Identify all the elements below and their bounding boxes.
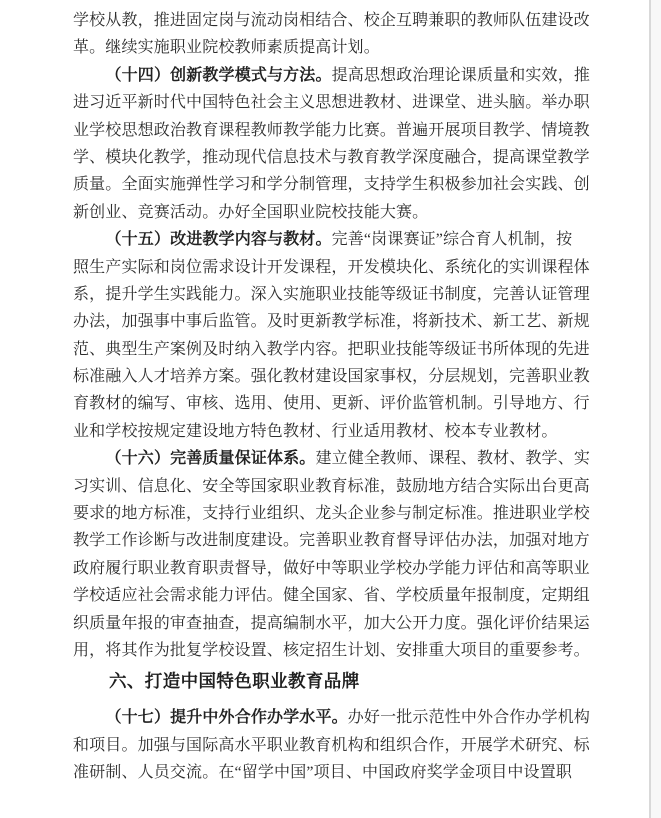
text-line [73,473,590,500]
text-line [73,281,590,308]
line-text: 准研制、人员交流。在“留学中国”项目、中国政府奖学金项目中设置职 [73,764,573,782]
line-text: 习实训、信息化、安全等国家职业教育标准，鼓励地方结合实际出台更高 [73,477,590,495]
line-text: 教学工作诊断与改进制度建设。完善职业教育督导评估办法，加强对地方 [73,532,590,550]
line-text: 办法，加强事中事后监管。及时更新教学标准，将新技术、新工艺、新规 [73,313,590,331]
paragraph-15-bold-lead: （十五）改进教学内容与教材。 [105,231,332,249]
paragraph-14-lead-line [73,62,590,89]
line-text: 要求的地方标准，支持行业组织、龙头企业参与制定标准。推进职业学校 [73,505,590,523]
paragraph-15-lead-line [73,226,590,253]
document-text-block [73,7,590,787]
text-line [73,363,590,390]
line-text: 学校适应社会需求能力评估。健全国家、省、学校质量年报制度，定期组 [73,587,590,605]
line-text: 政府履行职业教育职责督导，做好中等职业学校办学能力评估和高等职业 [73,559,590,577]
text-line [73,759,590,786]
paragraph-17-bold-lead: （十七）提升中外合作办学水平。 [105,709,348,727]
section-heading-text: 六、打造中国特色职业教育品牌 [109,671,360,692]
line-text: 学、模块化教学，推动现代信息技术与教育教学深度融合，提高课堂教学 [73,148,590,166]
line-text: 标准融入人才培养方案。强化教材建设国家事权，分层规划，完善职业教 [73,368,590,386]
text-line [73,144,590,171]
line-text: 革。继续实施职业院校教师素质提高计划。 [73,39,380,57]
text-line [73,582,590,609]
text-line [73,555,590,582]
text-line [73,7,590,34]
line-text: 学校从教，推进固定岗与流动岗相结合、校企互聘兼职的教师队伍建设改 [73,12,590,29]
line-text: 织质量年报的审查抽查，提高编制水平，加大公开力度。强化评价结果运 [73,614,590,632]
text-line [73,171,590,198]
text-line [73,610,590,637]
text-line [73,527,590,554]
line-text: 育教材的编写、审核、选用、使用、更新、评价监管机制。引导地方、行 [73,395,590,413]
line-text: 进习近平新时代中国特色社会主义思想进教材、进课堂、进头脑。举办职 [73,94,590,112]
text-line [73,732,590,759]
paragraph-14-bold-lead: （十四）创新教学模式与方法。 [105,66,332,84]
paragraph-end-line [73,637,590,664]
text-line [73,89,590,116]
text-line [73,336,590,363]
line-text: 业学校思想政治教育课程教师教学能力比赛。普遍开展项目教学、情境教 [73,121,590,139]
paragraph-end-line [73,34,590,61]
line-text: 照生产实际和岗位需求设计开发课程，开发模块化、系统化的实训课程体 [73,258,590,276]
section-heading-6 [73,666,590,696]
paragraph-end-line [73,418,590,445]
line-text: 用，将其作为批复学校设置、核定招生计划、安排重大项目的重要参考。 [73,641,590,659]
paragraph-16-bold-lead: （十六）完善质量保证体系。 [105,450,316,468]
text-line [73,390,590,417]
text-line [73,254,590,281]
line-text: 新创业、竞赛活动。办好全国职业院校技能大赛。 [73,203,429,221]
paragraph-16-lead-line [73,445,590,472]
paragraph-17-lead-line [73,704,590,731]
line-text: 办好一批示范性中外合作办学机构 [347,709,591,727]
paragraph-end-line [73,199,590,226]
line-text: 系，提升学生实践能力。深入实施职业技能等级证书制度，完善认证管理 [73,285,590,303]
page-right-margin [651,0,661,818]
line-text: 范、典型生产案例及时纳入教学内容。把职业技能等级证书所体现的先进 [73,340,590,358]
text-line [73,500,590,527]
line-text: 质量。全面实施弹性学习和学分制管理，支持学生积极参加社会实践、创 [73,176,590,194]
line-text: 提高思想政治理论课质量和实效，推 [331,66,591,84]
line-text: 建立健全教师、课程、教材、教学、实 [315,450,591,468]
text-line [73,117,590,144]
line-text: 完善“岗课赛证”综合育人机制，按 [331,231,573,249]
line-text: 业和学校按规定建设地方特色教材、行业适用教材、校本专业教材。 [73,422,558,440]
line-text: 和项目。加强与国际高水平职业教育机构和组织合作，开展学术研究、标 [73,736,590,754]
text-line [73,308,590,335]
